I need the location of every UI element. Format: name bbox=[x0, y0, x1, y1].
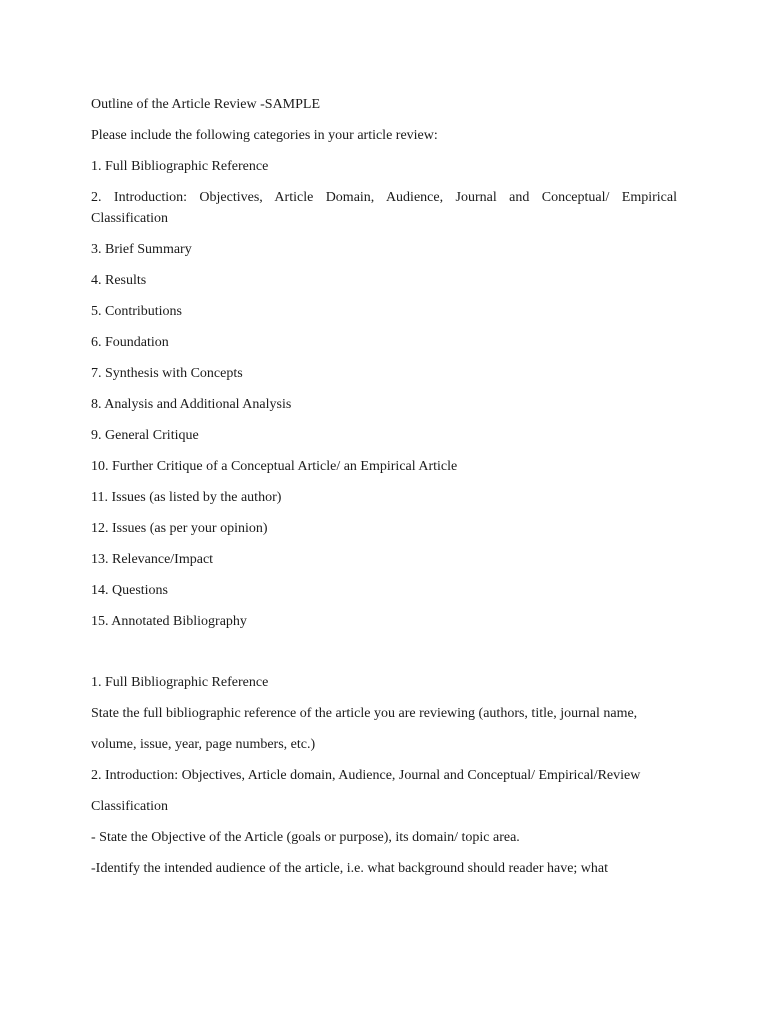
section-1-paragraph-cont: volume, issue, year, page numbers, etc.) bbox=[91, 737, 316, 752]
outline-item: 6. Foundation bbox=[91, 335, 169, 350]
document-content bbox=[91, 94, 677, 889]
section-1-paragraph: State the full bibliographic reference of the article you are reviewing (authors, title, journal name, bbox=[91, 706, 638, 721]
section-2-heading: 2. Introduction: Objectives, Article domain, Audience, Journal and Conceptual/ Empirical/Review bbox=[91, 768, 641, 783]
outline-item: 10. Further Critique of a Conceptual Article/ an Empirical Article bbox=[91, 459, 458, 474]
section-1-heading: 1. Full Bibliographic Reference bbox=[91, 675, 269, 690]
outline-item: 4. Results bbox=[91, 273, 147, 288]
section-2-bullet: -Identify the intended audience of the article, i.e. what background should reader have; what bbox=[91, 861, 609, 876]
outline-item: 13. Relevance/Impact bbox=[91, 552, 214, 567]
document-intro: Please include the following categories in your article review: bbox=[91, 128, 438, 143]
outline-item: 9. General Critique bbox=[91, 428, 199, 443]
outline-item: 1. Full Bibliographic Reference bbox=[91, 159, 269, 174]
section-2-bullet: - State the Objective of the Article (goals or purpose), its domain/ topic area. bbox=[91, 830, 520, 845]
outline-item: 8. Analysis and Additional Analysis bbox=[91, 397, 292, 412]
section-2-heading-cont: Classification bbox=[91, 799, 168, 814]
outline-item: 5. Contributions bbox=[91, 304, 183, 319]
outline-item: 11. Issues (as listed by the author) bbox=[91, 490, 282, 505]
outline-item: 3. Brief Summary bbox=[91, 242, 192, 257]
outline-item: 14. Questions bbox=[91, 583, 168, 598]
outline-item: 2. Introduction: Objectives, Article Domain, Audience, Journal and Conceptual/ Empirical Classification bbox=[91, 190, 677, 226]
outline-item: 12. Issues (as per your opinion) bbox=[91, 521, 268, 536]
outline-item: 15. Annotated Bibliography bbox=[91, 614, 247, 629]
document-title: Outline of the Article Review -SAMPLE bbox=[91, 97, 321, 112]
outline-item: 7. Synthesis with Concepts bbox=[91, 366, 243, 381]
